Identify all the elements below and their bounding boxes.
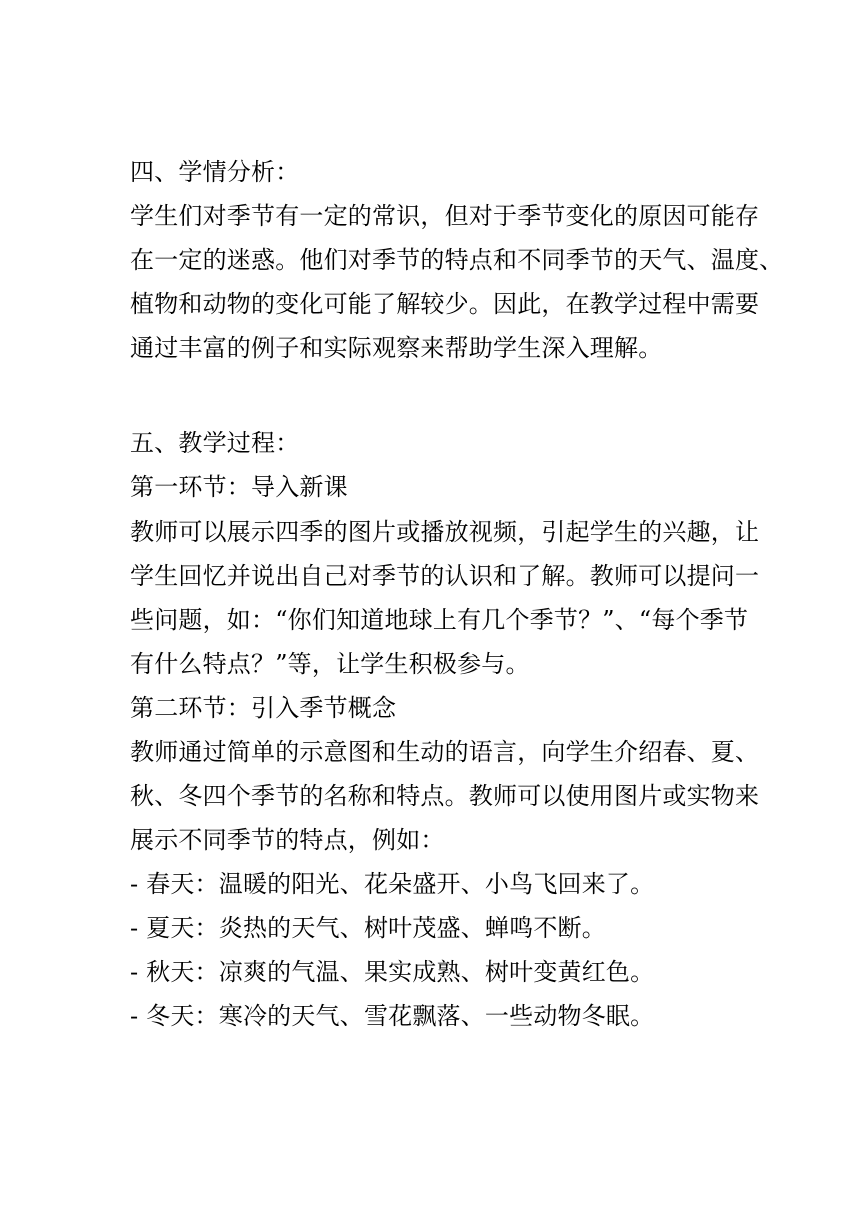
- step-title-intro: 第一环节：导入新课: [130, 473, 348, 501]
- section-heading-teaching-process: 五、教学过程：: [130, 429, 300, 457]
- paragraph-line: 学生们对季节有一定的常识，但对于季节变化的原因可能存: [130, 202, 760, 230]
- paragraph-line: 通过丰富的例子和实际观察来帮助学生深入理解。: [130, 334, 663, 362]
- list-item-winter: - 冬天：寒冷的天气、雪花飘落、一些动物冬眠。: [130, 1002, 655, 1030]
- section-heading-student-analysis: 四、学情分析：: [130, 158, 300, 186]
- list-item-spring: - 春天：温暖的阳光、花朵盛开、小鸟飞回来了。: [130, 870, 655, 898]
- paragraph-line: 教师可以展示四季的图片或播放视频，引起学生的兴趣，让: [130, 518, 760, 546]
- paragraph-line: 有什么特点？”等，让学生积极参与。: [130, 650, 530, 678]
- paragraph-line: 展示不同季节的特点，例如：: [130, 826, 445, 854]
- step-title-season-concept: 第二环节：引入季节概念: [130, 694, 397, 722]
- list-item-summer: - 夏天：炎热的天气、树叶茂盛、蝉鸣不断。: [130, 914, 606, 942]
- paragraph-line: 教师通过简单的示意图和生动的语言，向学生介绍春、夏、: [130, 738, 760, 766]
- paragraph-line: 植物和动物的变化可能了解较少。因此，在教学过程中需要: [130, 290, 760, 318]
- paragraph-line: 学生回忆并说出自己对季节的认识和了解。教师可以提问一: [130, 562, 760, 590]
- paragraph-line: 在一定的迷惑。他们对季节的特点和不同季节的天气、温度、: [130, 246, 784, 274]
- paragraph-line: 些问题，如：“你们知道地球上有几个季节？”、“每个季节: [130, 606, 749, 634]
- paragraph-line: 秋、冬四个季节的名称和特点。教师可以使用图片或实物来: [130, 782, 760, 810]
- list-item-autumn: - 秋天：凉爽的气温、果实成熟、树叶变黄红色。: [130, 958, 655, 986]
